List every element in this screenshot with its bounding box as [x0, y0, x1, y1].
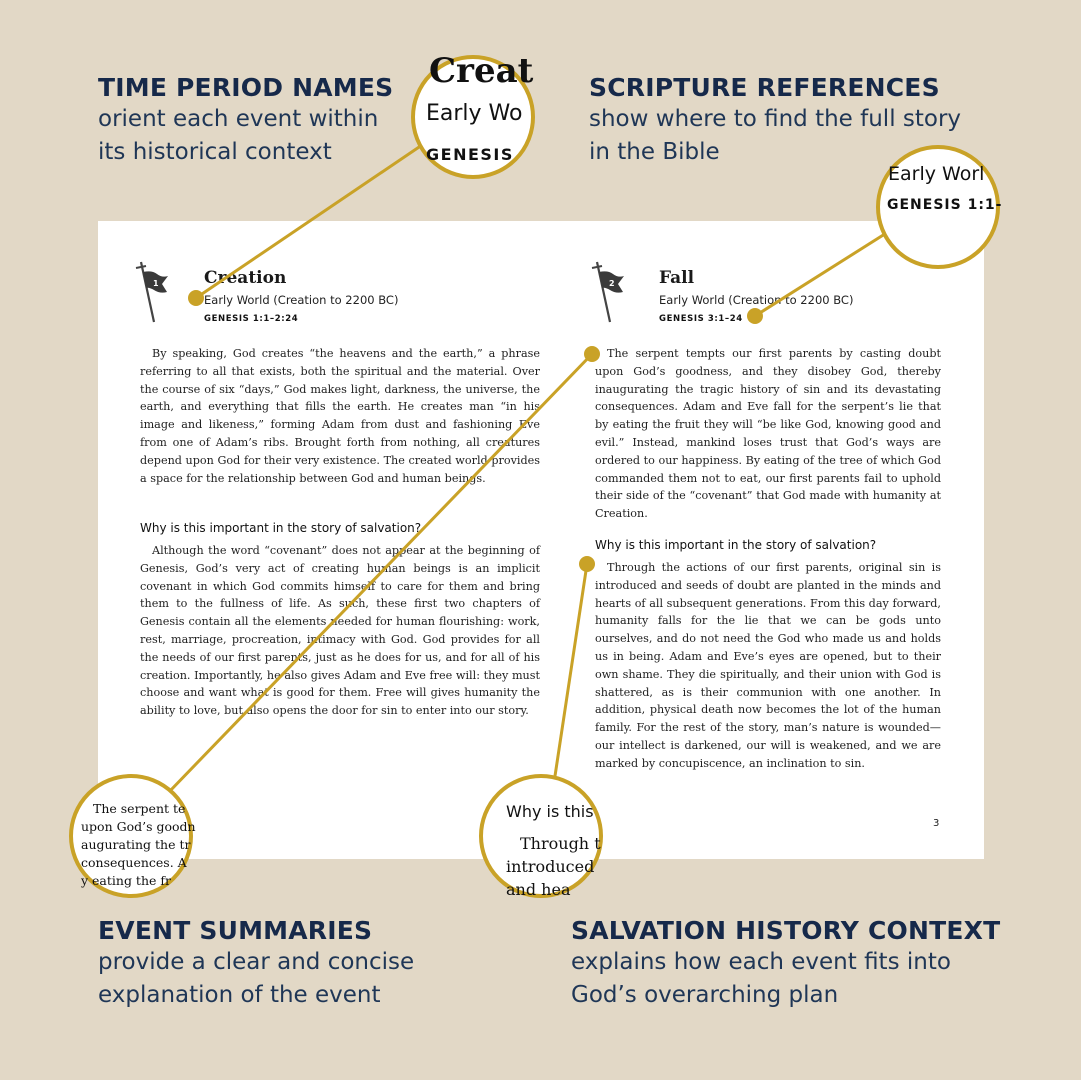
callout-heading: SCRIPTURE REFERENCES — [589, 73, 940, 102]
callout-text: provide a clear and concise — [98, 949, 415, 975]
page-number: 3 — [933, 818, 940, 829]
salvation-context: Through the actions of our first parents, original sin is introduced and seeds of doubt are planted in the minds and hearts of all subsequent generations. From this day forward, humanity falls for the lie that we can be gods unto ourselves, and do not need the God who made us and holds us in being. Adam and Eve’s eyes are opened, but to their own shame. They die spiritually, and their union with God is shattered, as is their communion with one another. In addition, physical death now becomes the lot of the human family. For the rest of the story, man’s nature is wounded—our intellect is darkened, our will is weakened, and we are marked by concupiscence, an inclination to sin. — [595, 561, 941, 770]
callout-time-period — [98, 73, 393, 169]
event-column-fall — [588, 221, 948, 821]
mag-ref: GENESIS — [426, 145, 514, 164]
event-title: Creation — [204, 268, 287, 288]
salvation-question: Why is this important in the story of salvation? — [140, 521, 422, 535]
mag-line: introduced — [506, 857, 595, 876]
flag-icon — [588, 258, 624, 324]
mag-ref: GENESIS 1:1- — [887, 197, 1003, 213]
mag-line: consequences. A — [81, 855, 187, 870]
salvation-context: Although the word “covenant” does not appear at the beginning of Genesis, God’s very act of creating human beings is an implicit covenant in which God commits himself to care for them and bring them to the fullness of life. As such, these first two chapters of Genesis contain all the elements needed for human flourishing: work, rest, marriage, procreation, intimacy with God. God provides for all the needs of our first parents, just as he does for us, and for all of his creation. Importantly, he also gives Adam and Eve free will: they must choose and want what is good for them. Free will gives humanity the ability to love, but also opens the door for sin to enter into our story. — [140, 544, 540, 718]
flag-number: 2 — [609, 279, 615, 288]
callout-text: its historical context — [98, 139, 332, 165]
event-title: Fall — [659, 268, 695, 288]
scripture-reference: GENESIS 3:1–24 — [659, 314, 743, 324]
callout-text: orient each event within — [98, 106, 379, 132]
callout-salvation — [571, 916, 1000, 1012]
mag-line: y eating the fr — [81, 873, 171, 888]
event-period: Early World (Creation to 2200 BC) — [659, 293, 854, 307]
event-column-creation — [98, 221, 540, 781]
callout-text: explanation of the event — [98, 982, 381, 1008]
mag-line: The serpent te — [93, 801, 186, 816]
callout-text: show where to find the full story — [589, 106, 962, 132]
mag-question: Why is this — [506, 802, 594, 821]
callout-text: God’s overarching plan — [571, 982, 839, 1008]
flag-icon — [132, 258, 168, 324]
magnifier-scripture — [876, 145, 1003, 269]
mag-period: Early Worl — [888, 163, 985, 185]
event-summary: The serpent tempts our first parents by casting doubt upon God’s goodness, and they disobey God, thereby inaugurating the tragic history of sin and its devastating consequences. Adam and Eve fall for the serpent’s lie that by eating the fruit they will “be like God, knowing good and evil.” Instead, mankind loses trust that God’s ways are ordered to our happiness. By eating of the tree of which God commanded them not to eat, our first parents fail to uphold their side of the “covenant” that God made with humanity at Creation. — [595, 347, 941, 521]
magnifier-salvation — [479, 774, 603, 898]
magnifier-summaries — [69, 774, 196, 898]
callout-heading: SALVATION HISTORY CONTEXT — [571, 916, 1001, 945]
book-page — [98, 221, 984, 859]
mag-line: upon God’s goodn — [81, 819, 196, 834]
magnifier-time-period — [411, 51, 535, 179]
scripture-reference: GENESIS 1:1–2:24 — [204, 314, 299, 324]
mag-line: Through t — [520, 834, 601, 853]
salvation-question: Why is this important in the story of salvation? — [595, 538, 877, 552]
callout-text: explains how each event fits into — [571, 949, 951, 975]
callout-text: in the Bible — [589, 139, 720, 165]
callout-summaries — [98, 916, 414, 1012]
event-summary: By speaking, God creates “the heavens and the earth,” a phrase referring to all that exists, both the spiritual and the material. Over the course of six “days,” God makes light, darkness, the universe, the earth, and everything that fills the earth. He creates man “in his image and likeness,” forming Adam from dust and fashioning Eve from one of Adam’s ribs. Brought forth from nothing, all creatures depend upon God for their very existence. The created world provides a space for the relationship between God and human beings. — [140, 347, 540, 485]
event-period: Early World (Creation to 2200 BC) — [204, 293, 399, 307]
mag-line: augurating the tr — [81, 837, 191, 852]
mag-line: and hea — [506, 880, 571, 899]
flag-number: 1 — [153, 279, 159, 288]
mag-title: Creat — [429, 51, 534, 91]
callout-heading: TIME PERIOD NAMES — [98, 73, 394, 102]
callout-heading: EVENT SUMMARIES — [98, 916, 373, 945]
mag-period: Early Wo — [426, 101, 523, 126]
